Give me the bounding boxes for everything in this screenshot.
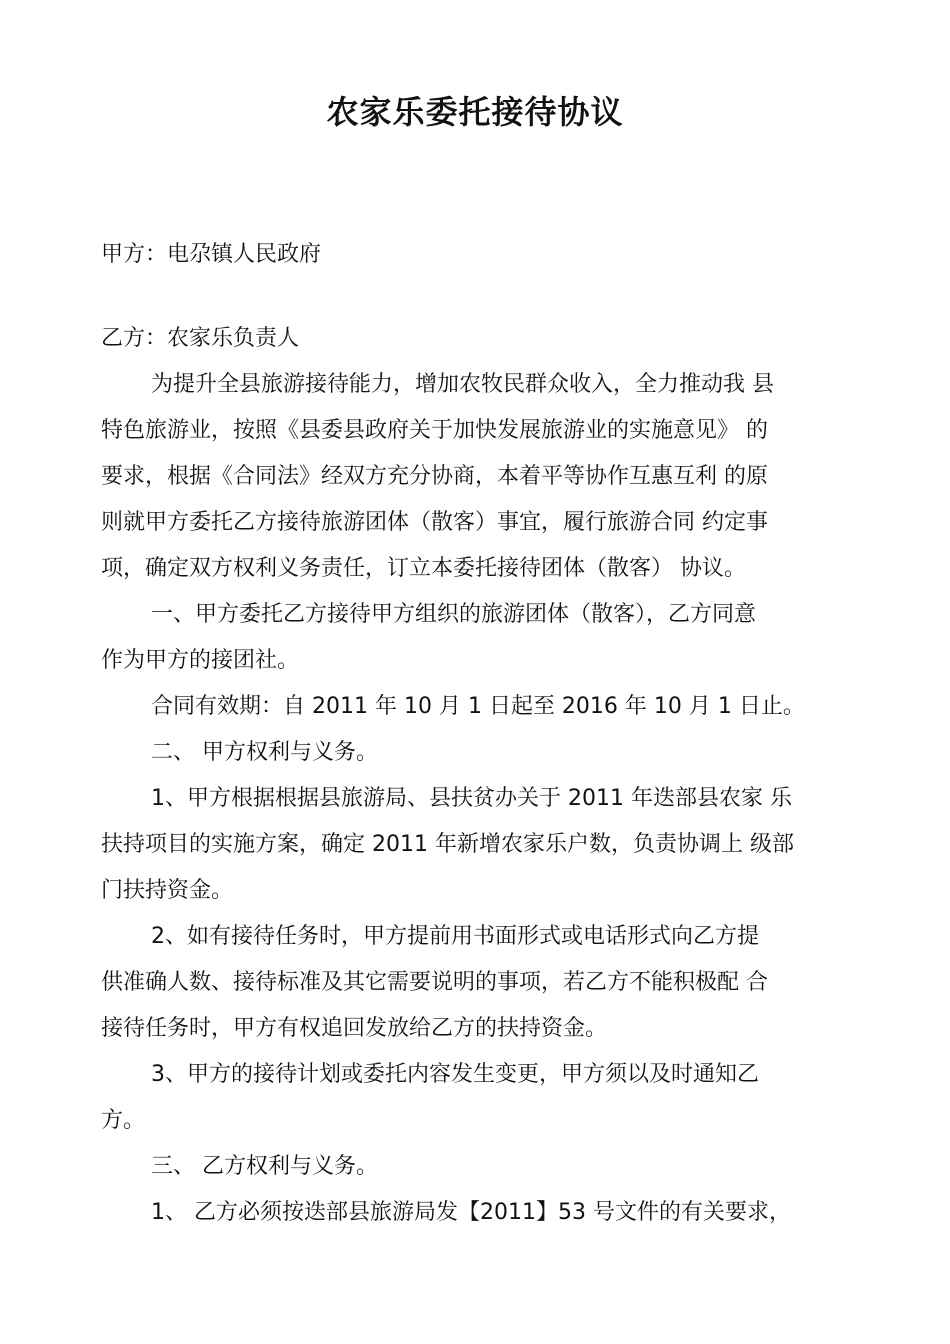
text-line: 二、 甲方权利与义务。: [151, 740, 378, 765]
text-line: 2、如有接待任务时，甲方提前用书面形式或电话形式向乙方提: [151, 924, 759, 949]
text-line: 门扶持资金。: [101, 878, 234, 903]
text-line: 方。: [101, 1108, 146, 1133]
text-line: 合同有效期：自 2011 年 10 月 1 日起至 2016 年 10 月 1 日止。: [151, 694, 805, 719]
text-line: 特色旅游业，按照《县委县政府关于加快发展旅游业的实施意见》 的: [101, 418, 768, 443]
text-line: 1、 乙方必须按迭部县旅游局发【2011】53 号文件的有关要求，: [151, 1200, 791, 1225]
party-a-line: 甲方：电尕镇人民政府: [101, 242, 322, 267]
text-line: 作为甲方的接团社。: [101, 648, 300, 673]
text-line: 为提升全县旅游接待能力，增加农牧民群众收入，全力推动我 县: [151, 372, 774, 397]
text-line: 则就甲方委托乙方接待旅游团体（散客）事宜，履行旅游合同 约定事: [101, 510, 768, 535]
text-line: 三、 乙方权利与义务。: [151, 1154, 378, 1179]
party-b-line: 乙方：农家乐负责人: [101, 326, 300, 351]
text-line: 扶持项目的实施方案，确定 2011 年新增农家乐户数，负责协调上 级部: [101, 832, 794, 857]
text-line: 要求，根据《合同法》经双方充分协商，本着平等协作互惠互利 的原: [101, 464, 768, 489]
text-line: 3、甲方的接待计划或委托内容发生变更，甲方须以及时通知乙: [151, 1062, 759, 1087]
agreement-text: [101, 362, 861, 1236]
text-line: 供准确人数、接待标准及其它需要说明的事项，若乙方不能积极配 合: [101, 970, 768, 995]
text-line: 接待任务时，甲方有权追回发放给乙方的扶持资金。: [101, 1016, 608, 1041]
text-line: 一、甲方委托乙方接待甲方组织的旅游团体（散客），乙方同意: [151, 602, 757, 627]
document-body: [101, 232, 861, 1236]
document-title: 农家乐委托接待协议: [326, 93, 624, 131]
text-line: 1、甲方根据根据县旅游局、县扶贫办关于 2011 年迭部县农家 乐: [151, 786, 792, 811]
text-line: 项，确定双方权利义务责任，订立本委托接待团体（散客） 协议。: [101, 556, 746, 581]
